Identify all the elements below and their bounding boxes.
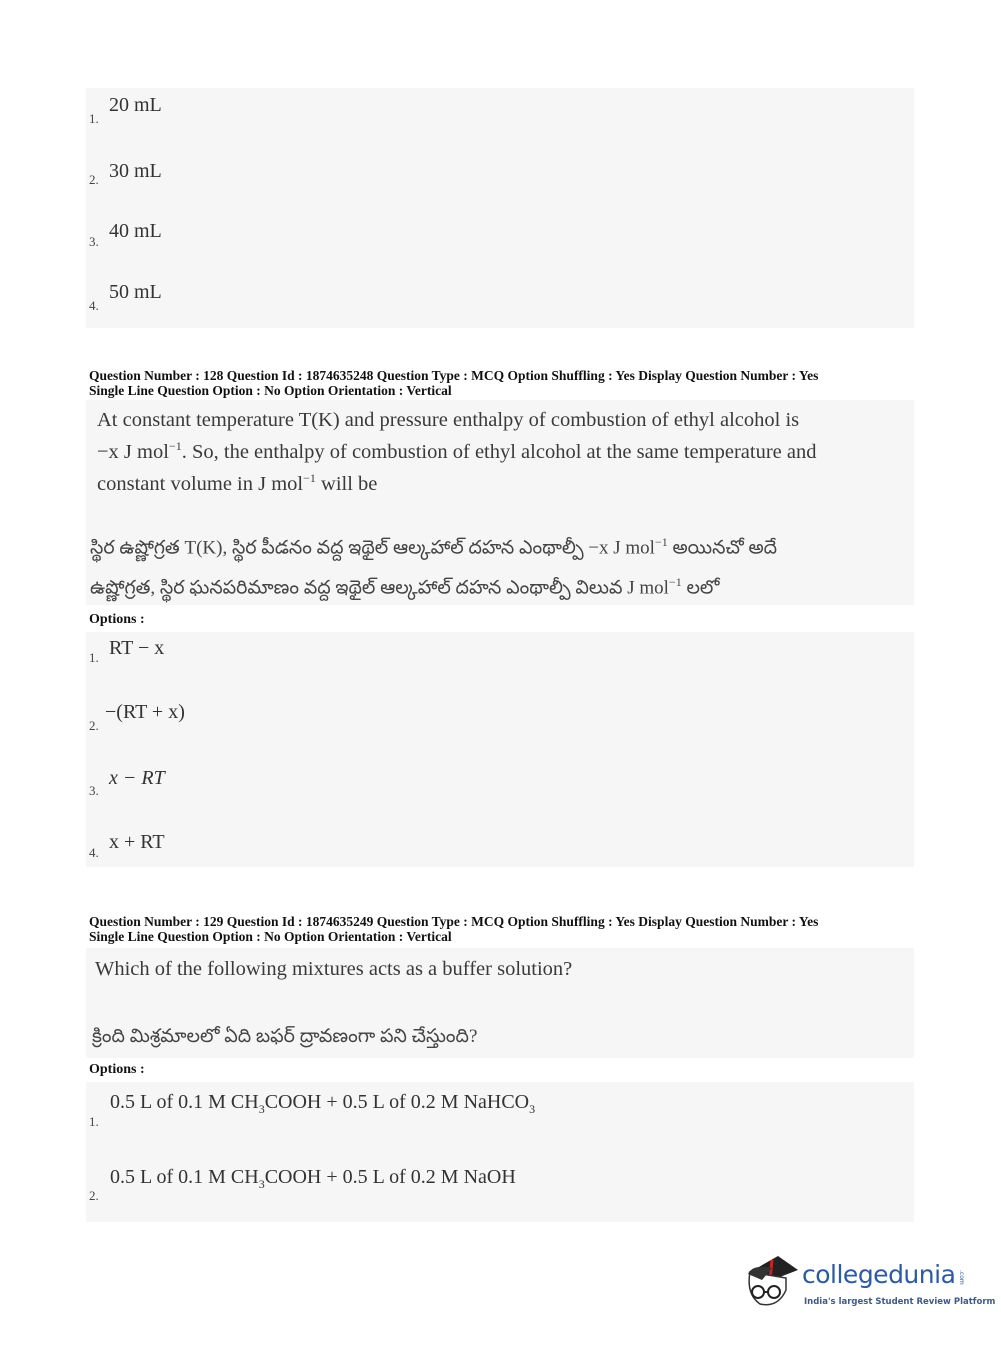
meta-line-1: Question Number : 128 Question Id : 1874635248 Question Type : MCQ Option Shuffling : Yes Display Question Number : Yes: [89, 368, 819, 383]
option-text: x − RT: [109, 767, 165, 789]
logo-tagline: India's largest Student Review Platform: [804, 1297, 996, 1307]
question-text-english: [97, 407, 816, 497]
text-line: [97, 433, 816, 465]
text: ఉష్ణోగ్రత, స్థిర ఘనపరిమాణం వద్ద ఇథైల్ ఆల్కహాల్ దహన ఎంథాల్పీ విలువ J mol: [90, 577, 669, 599]
meta-line-2: Single Line Question Option : No Option Orientation : Vertical: [89, 383, 452, 398]
collegedunia-logo: [742, 1250, 996, 1312]
mascot-icon: [742, 1250, 802, 1312]
question-meta: [89, 368, 818, 398]
text-line: [97, 465, 816, 497]
prev-options-image: [86, 88, 914, 328]
option-text: [110, 1091, 535, 1117]
logo-suffix: .com: [958, 1270, 965, 1285]
text: . So, the enthalpy of combustion of ethyl alcohol at the same temperature and: [181, 440, 817, 463]
option-text: 30 mL: [109, 160, 162, 182]
option-number: 2.: [89, 718, 99, 733]
option-number: 1.: [89, 111, 99, 126]
superscript: −1: [654, 535, 668, 549]
logo-name: collegedunia: [802, 1260, 956, 1289]
question-text-telugu: క్రింది మిశ్రమాలలో ఏది బఫర్ ద్రావణంగా పని చేస్తుంది?: [92, 1026, 478, 1047]
question-text-telugu: [90, 525, 777, 606]
meta-line-2: Single Line Question Option : No Option Orientation : Vertical: [89, 929, 452, 944]
text: అయినచో అదే: [667, 537, 778, 559]
option-text: 50 mL: [109, 281, 162, 303]
text: లలో: [681, 577, 720, 599]
text: −x J mol: [97, 440, 169, 463]
superscript: −1: [168, 439, 182, 453]
text: will be: [315, 472, 378, 495]
text: constant volume in J mol: [97, 472, 304, 495]
subscript: 3: [529, 1102, 536, 1116]
text: 0.5 L of 0.1 M CH: [110, 1091, 259, 1113]
text-line: [90, 565, 777, 605]
option-number: 2.: [89, 172, 99, 187]
text: 0.5 L of 0.1 M CH: [110, 1166, 259, 1188]
option-number: 3.: [89, 783, 99, 798]
option-number: 3.: [89, 234, 99, 249]
superscript: −1: [668, 575, 682, 590]
superscript: −1: [303, 470, 316, 485]
option-number: 1.: [89, 650, 99, 665]
option-text: −(RT + x): [105, 701, 185, 723]
option-text: RT − x: [109, 637, 165, 659]
option-text: [110, 1166, 516, 1192]
option-text: 40 mL: [109, 220, 162, 242]
question-meta: [89, 914, 818, 944]
text-line: At constant temperature T(K) and pressure enthalpy of combustion of ethyl alcohol is: [97, 409, 800, 431]
option-number: 1.: [89, 1114, 99, 1129]
options-label: Options :: [89, 612, 145, 627]
text: COOH + 0.5 L of 0.2 M NaHCO: [264, 1091, 530, 1113]
option-number: 4.: [89, 845, 99, 860]
text: COOH + 0.5 L of 0.2 M NaOH: [264, 1166, 516, 1188]
subscript: 3: [258, 1177, 265, 1191]
options-image: [86, 632, 914, 867]
options-label: Options :: [89, 1062, 145, 1077]
text: స్థిర ఉష్ణోగ్రత T(K), స్థిర పీడనం వద్ద ఇథైల్ ఆల్కహాల్ దహన ఎంథాల్పీ −x J mol: [90, 537, 655, 559]
question-text-english: Which of the following mixtures acts as a buffer solution?: [95, 958, 573, 980]
text-line: [90, 525, 777, 565]
option-text: x + RT: [109, 831, 165, 853]
subscript: 3: [258, 1102, 265, 1116]
meta-line-1: Question Number : 129 Question Id : 1874635249 Question Type : MCQ Option Shuffling : Yes Display Question Number : Yes: [89, 914, 819, 929]
option-number: 2.: [89, 1188, 99, 1203]
option-text: 20 mL: [109, 94, 162, 116]
option-number: 4.: [89, 298, 99, 313]
